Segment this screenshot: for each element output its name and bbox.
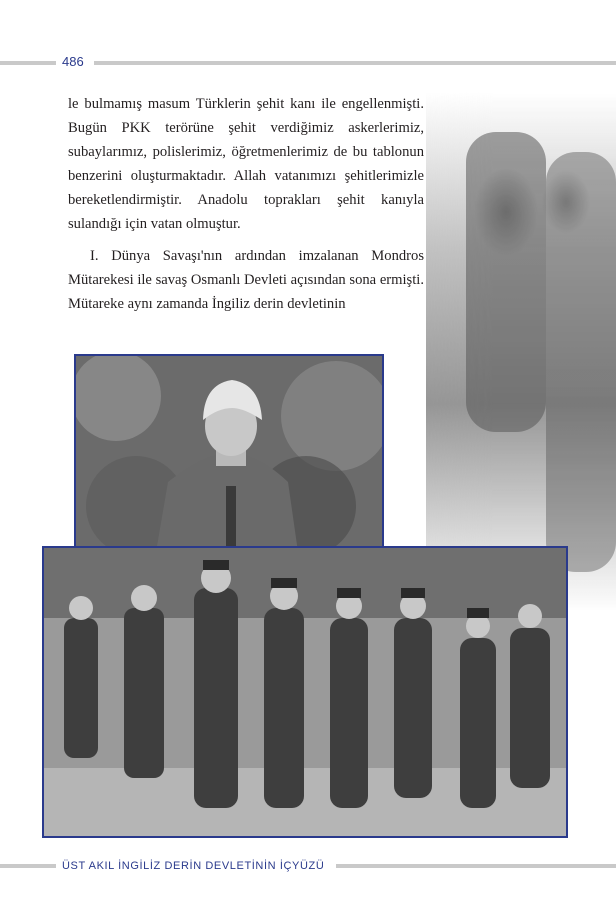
header-rule-left: [0, 61, 56, 65]
young-soldier-illustration: [76, 356, 382, 552]
paragraph: I. Dünya Savaşı'nın ardından imzalanan Mondros Mütarekesi ile savaş Osmanlı Devleti açısından sona ermişti. Mütareke aynı zamanda İngiliz derin devletinin: [68, 248, 424, 312]
young-soldier-photo: [74, 354, 384, 554]
faded-soldiers-photo: [426, 92, 616, 612]
marching-soldiers-illustration: [44, 548, 566, 836]
page-number: 486: [62, 54, 84, 69]
body-text: [68, 92, 424, 324]
paragraph: le bulmamış masum Türklerin şehit kanı ile engellenmişti. Bugün PKK terörüne şehit verdiğimiz askerlerimiz, subaylarımız, polislerimiz, öğretmenlerimiz de bu tablonun benzerini oluşturmaktadır. Allah vatanımızı şehitlerimizle bereketlendirmiştir. Anadolu toprakları şehit kanıyla sulandığı için vatan olmuştur.: [68, 96, 424, 232]
running-footer-title: ÜST AKIL İNGİLİZ DERİN DEVLETİNİN İÇYÜZÜ: [62, 860, 325, 872]
footer-rule-right: [336, 864, 616, 868]
footer-rule-left: [0, 864, 56, 868]
marching-soldiers-photo: [42, 546, 568, 838]
faded-figure: [546, 152, 616, 572]
faded-figure: [466, 132, 546, 432]
header-rule-right: [94, 61, 616, 65]
